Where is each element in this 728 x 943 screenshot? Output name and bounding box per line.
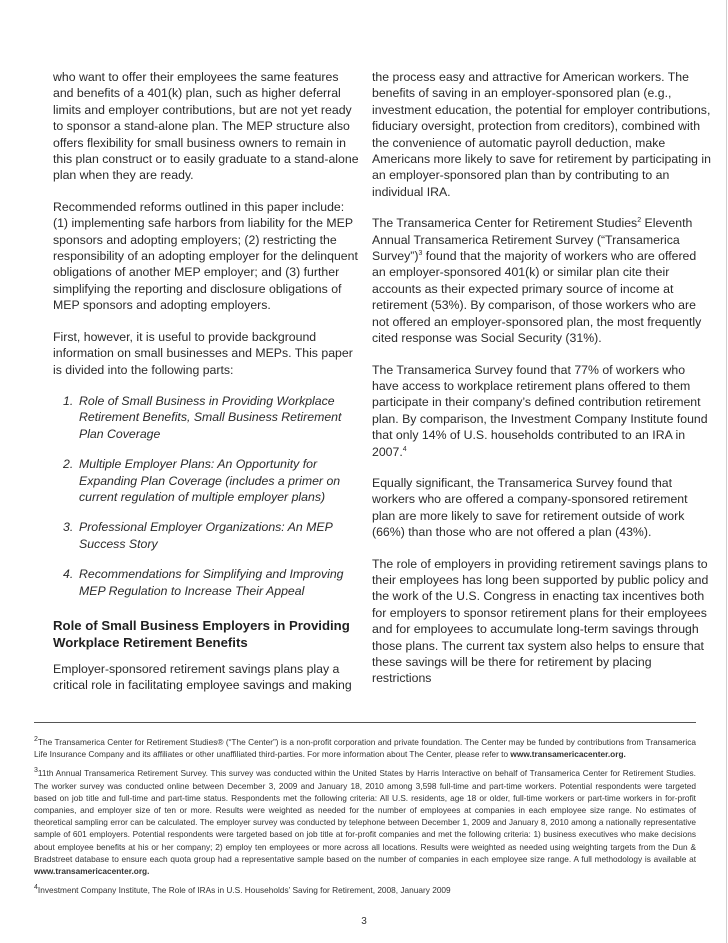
list-item [53,566,360,599]
list-item [53,393,360,442]
list-item-text: Multiple Employer Plans: An Opportunity for Expanding Plan Coverage (includes a primer on current regulation of multiple employer plans) [79,457,341,504]
footnote-4 [34,884,696,896]
right-paragraph-1: the process easy and attractive for American workers. The benefits of saving in an employer-sponsored plan (e.g., investment education, the potential for employer contributions, fiduciary oversight, protection from creditors), combined with the convenience of automatic payroll deduction, make Americans more likely to save for retirement by participating in an employer-sponsored plan than by contributing to an individual IRA. [372,70,711,199]
section-heading: Role of Small Business Employers in Providing Workplace Retirement Benefits [53,617,350,650]
footnote-text: Investment Company Institute, The Role of IRAs in U.S. Households’ Saving for Retirement, 2008, January 2009 [37,885,451,896]
footnote-mark: 3 [34,767,38,775]
footnote-2 [34,736,696,760]
footnote-mark: 2 [34,736,38,744]
right-paragraph-5: The role of employers in providing retirement savings plans to their employees has long been supported by public policy and the work of the U.S. Congress in enacting tax incentives both for employers to sponsor retirement plans for their employees and for employees to accumulate long-term savings through those plans. The current tax system also helps to ensure that these savings will be there for retirement by placing restrictions [372,556,709,686]
text-run: The Transamerica Survey found that 77% of workers who have access to workplace retirement plans offered to them participate in their company’s defined contribution retirement plan. By comparison, the Investment Company Institute found that only 14% of U.S. households contributed to an IRA in 2007. [372,362,708,459]
text-run: Eleventh Annual Transamerica Retirement Survey (“Transamerica Survey”) [372,216,693,264]
footnote-3 [34,767,696,877]
right-column [372,69,712,702]
list-item [53,519,360,552]
footnote-mark: 4 [34,884,38,892]
page-number: 3 [361,916,367,927]
footnote-divider [34,722,696,723]
right-paragraph-4: Equally significant, the Transamerica Survey found that workers who are offered a company-sponsored retirement plan are more likely to save for retirement outside of work (66%) than those who are not offered a plan (43%). [372,475,688,540]
left-paragraph-4: Employer-sponsored retirement savings plans play a critical role in facilitating employee savings and making [53,661,352,693]
footnote-link[interactable]: www.transamericacenter.org. [34,866,150,877]
footnote-text: The Transamerica Center for Retirement Studies® (“The Center”) is a non-profit corporation and private foundation. The Center may be funded by contributions from Transamerica Life Insurance Company and its affiliates or other unaffiliated third-parties. For more information about The Center, please refer to [34,737,696,760]
footnote-ref-2[interactable]: 2 [637,217,642,225]
text-run: found that the majority of workers who are offered an employer-sponsored 401(k) or similar plan cite their accounts as their expected primary source of income at retirement (53%). By comparison, of those workers who are not offered an employer-sponsored plan, the most frequently cited response was Social Security (31%). [372,249,702,346]
left-column [53,69,360,709]
list-number: 1. [63,393,74,408]
right-paragraph-3 [372,362,712,460]
footnote-ref-3[interactable]: 3 [418,249,423,257]
left-paragraph-2: Recommended reforms outlined in this paper include: (1) implementing safe harbors from liability for the MEP sponsors and adopting employers; (2) restricting the responsibility of an adopting employer for the delinquent obligations of another MEP employer; and (3) further simplifying the reporting and disclosure obligations of MEP sponsors and adopting employers. [53,199,358,313]
footnote-link[interactable]: www.transamericacenter.org. [510,749,626,760]
parts-list [53,393,360,599]
left-paragraph-3: First, however, it is useful to provide background information on small businesses and MEPs. This paper is divided into the following parts: [53,329,353,377]
footnotes [34,736,696,903]
footnote-text: 11th Annual Transamerica Retirement Survey. This survey was conducted within the United States by Harris Interactive on behalf of Transamerica Center for Retirement Studies. The worker survey was conducted online between December 3, 2009 and January 18, 2010 among 3,598 full-time and part-time workers. Potential respondents were targeted based on job title and full-time and part-time status. Respondents met the following criteria: All U.S. residents, age 18 or older, full-time workers or part-time workers in for-profit companies, and employer size of ten or more. Results were weighted as needed for the number of employees at companies in each employee size range. No estimates of theoretical sampling error can be calculated. The employer survey was conducted by telephone between December 1, 2009 and January 8, 2010 among a nationally representative sample of 601 employers. Potential respondents were targeted based on job title at for-profit companies and met the following criteria: 1) business executives who make decisions about employee benefits at his or her company; 2) employ ten employees or more across all locations. Results were weighted as needed using weighting targets from the Dun & Bradstreet database to ensure each quota group had a representative sample based on the number of companies in each employee size range. A full methodology is available at [34,768,696,864]
right-paragraph-2 [372,215,712,346]
left-paragraph-1: who want to offer their employees the same features and benefits of a 401(k) plan, such as higher deferral limits and employer contributions, but are not yet ready to sponsor a stand-alone plan. The MEP structure also offers flexibility for small business owners to remain in this plan construct or to easily graduate to a stand-alone plan when they are ready. [53,70,359,183]
footnote-ref-4[interactable]: 4 [402,445,407,453]
text-run: The Transamerica Center for Retirement Studies [372,216,638,231]
list-item [53,456,360,505]
list-number: 2. [63,457,74,472]
list-item-text: Role of Small Business in Providing Workplace Retirement Benefits, Small Business Retirement Plan Coverage [79,393,342,441]
list-number: 4. [63,567,74,582]
list-item-text: Recommendations for Simplifying and Improving MEP Regulation to Increase Their Appeal [79,567,344,598]
list-item-text: Professional Employer Organizations: An MEP Success Story [79,520,333,551]
list-number: 3. [63,520,74,535]
